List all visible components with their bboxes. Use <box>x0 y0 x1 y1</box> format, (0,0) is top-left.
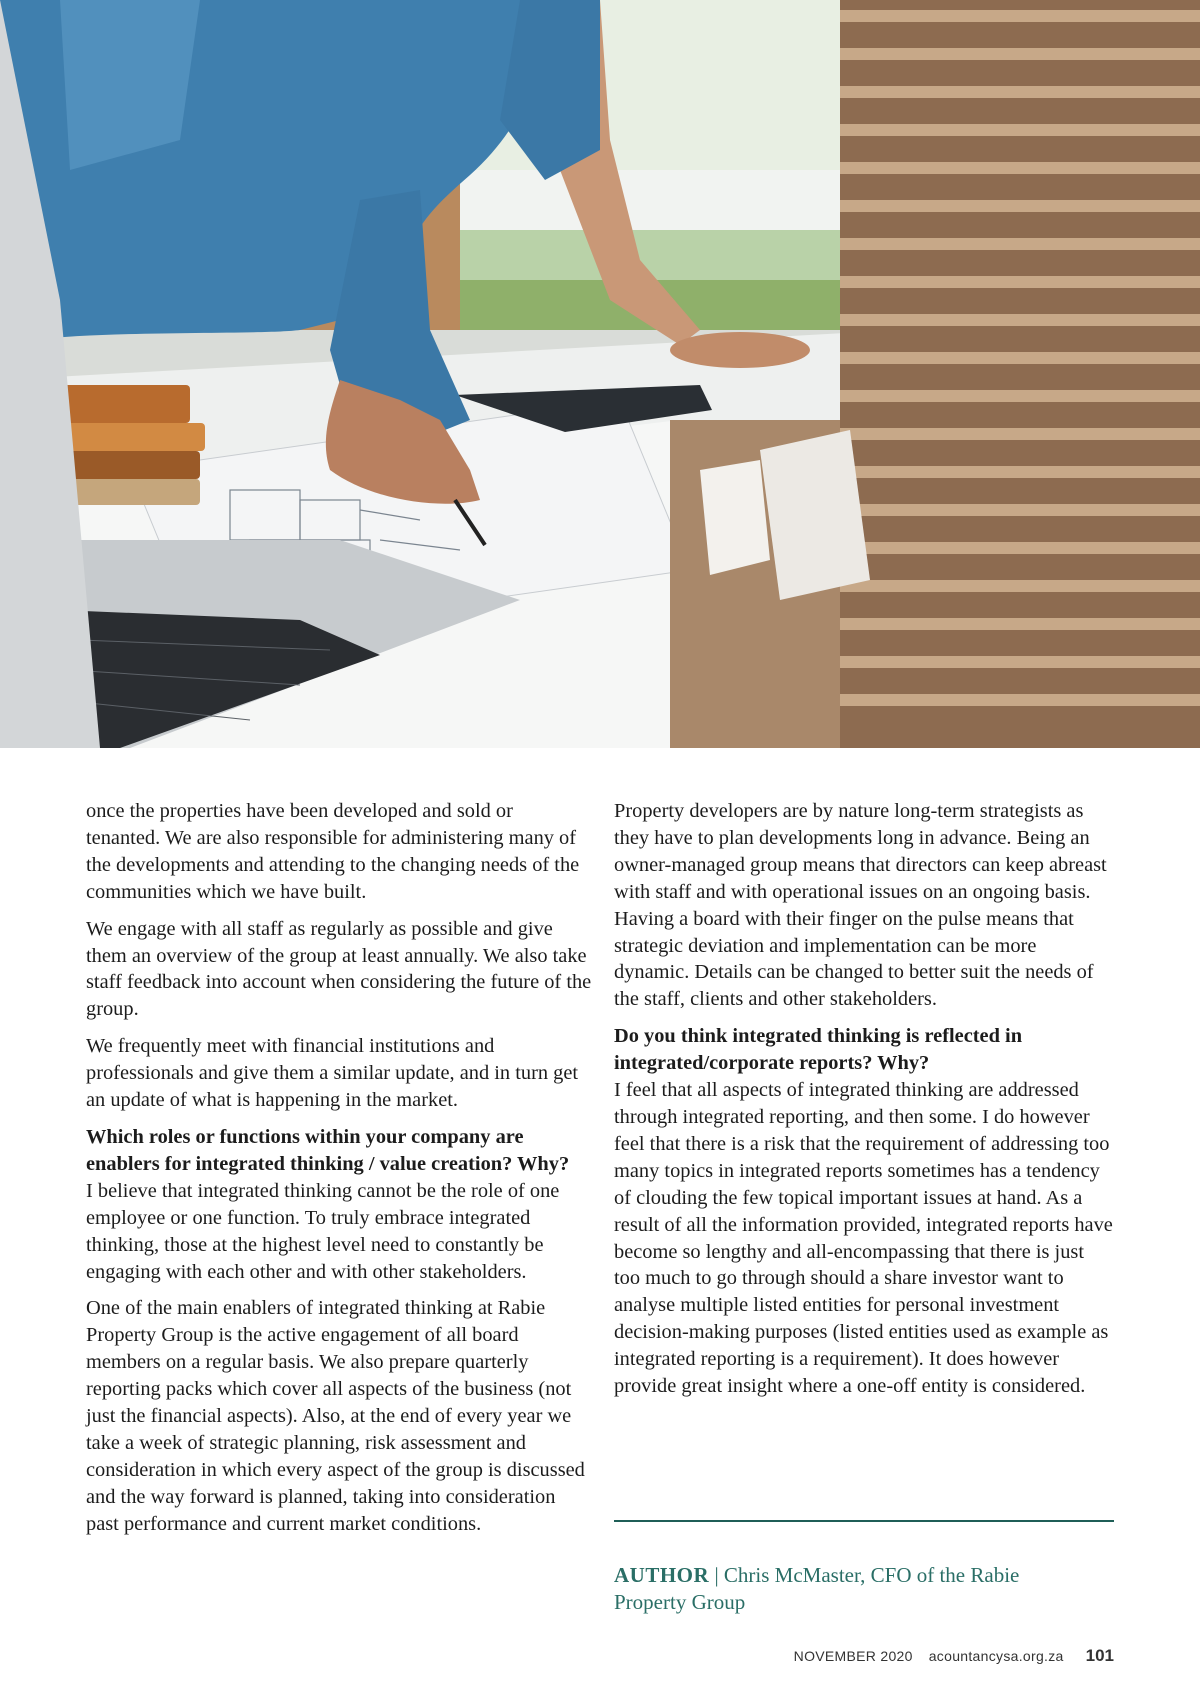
author-separator: | <box>709 1563 724 1587</box>
paragraph: One of the main enablers of integrated thinking at Rabie Property Group is the active engagement of all board members on a regular basis. We also prepare quarterly reporting packs which cover all aspects of the business (not just the financial aspects). Also, at the end of every year we take a week of strategic planning, risk assessment and consideration in which every aspect of the group is discussed and the way forward is planned, taking into consideration past performance and current market conditions. <box>86 1297 585 1535</box>
paragraph: I believe that integrated thinking cannot be the role of one employee or one function. To truly embrace integrated thinking, those at the highest level need to constantly be engaging with each other and with other stakeholders. <box>86 1179 560 1283</box>
author-divider <box>614 1520 1114 1522</box>
paragraph: Property developers are by nature long-term strategists as they have to plan developments long in advance. Being an owner-managed group means that directors can keep abreast with staff and with operational issues on an ongoing basis. Having a board with their finger on the pulse means that strategic deviation and implementation can be more dynamic. Details can be changed to better suit the needs of the staff, clients and other stakeholders. <box>614 800 1107 1011</box>
architect-at-desk-photo-icon <box>0 0 1200 748</box>
author-credit <box>614 1562 1084 1616</box>
author-label: AUTHOR <box>614 1563 710 1587</box>
article-column-left <box>86 798 592 1548</box>
issue-date: NOVEMBER 2020 <box>793 1648 913 1664</box>
author-name: Chris McMaster, CFO of the Rabie Property Group <box>614 1563 1020 1614</box>
article-column-right <box>614 798 1114 1410</box>
interview-question: Do you think integrated thinking is reflected in integrated/corporate reports? Why? <box>614 1025 1023 1075</box>
hero-photo <box>0 0 1200 748</box>
interview-question: Which roles or functions within your company are enablers for integrated thinking / value creation? Why? <box>86 1125 570 1175</box>
paragraph: We engage with all staff as regularly as possible and give them an overview of the group at least annually. We also take staff feedback into account when considering the future of the group. <box>86 917 592 1021</box>
paragraph: We frequently meet with financial institutions and professionals and give them a similar update, and in turn get an update of what is happening in the market. <box>86 1035 579 1112</box>
paragraph: once the properties have been developed and sold or tenanted. We are also responsible for administering many of the developments and attending to the changing needs of the communities which we have built. <box>86 800 580 903</box>
paragraph: I feel that all aspects of integrated thinking are addressed through integrated reporting, and then some. I do however feel that there is a risk that the requirement of addressing too many topics in integrated reports sometimes has a tendency of clouding the few topical important issues at hand. As a result of all the information provided, integrated reports have become so lengthy and all-encompassing that there is just too much to go through should a share investor want to analyse multiple listed entities for personal investment decision-making purposes (listed entities used as example as integrated reporting is a requirement). It does however provide great insight where a one-off entity is considered. <box>614 1079 1113 1398</box>
page-footer <box>794 1646 1114 1668</box>
page-number: 101 <box>1085 1646 1114 1665</box>
website-link[interactable]: acountancysa.org.za <box>928 1648 1064 1664</box>
